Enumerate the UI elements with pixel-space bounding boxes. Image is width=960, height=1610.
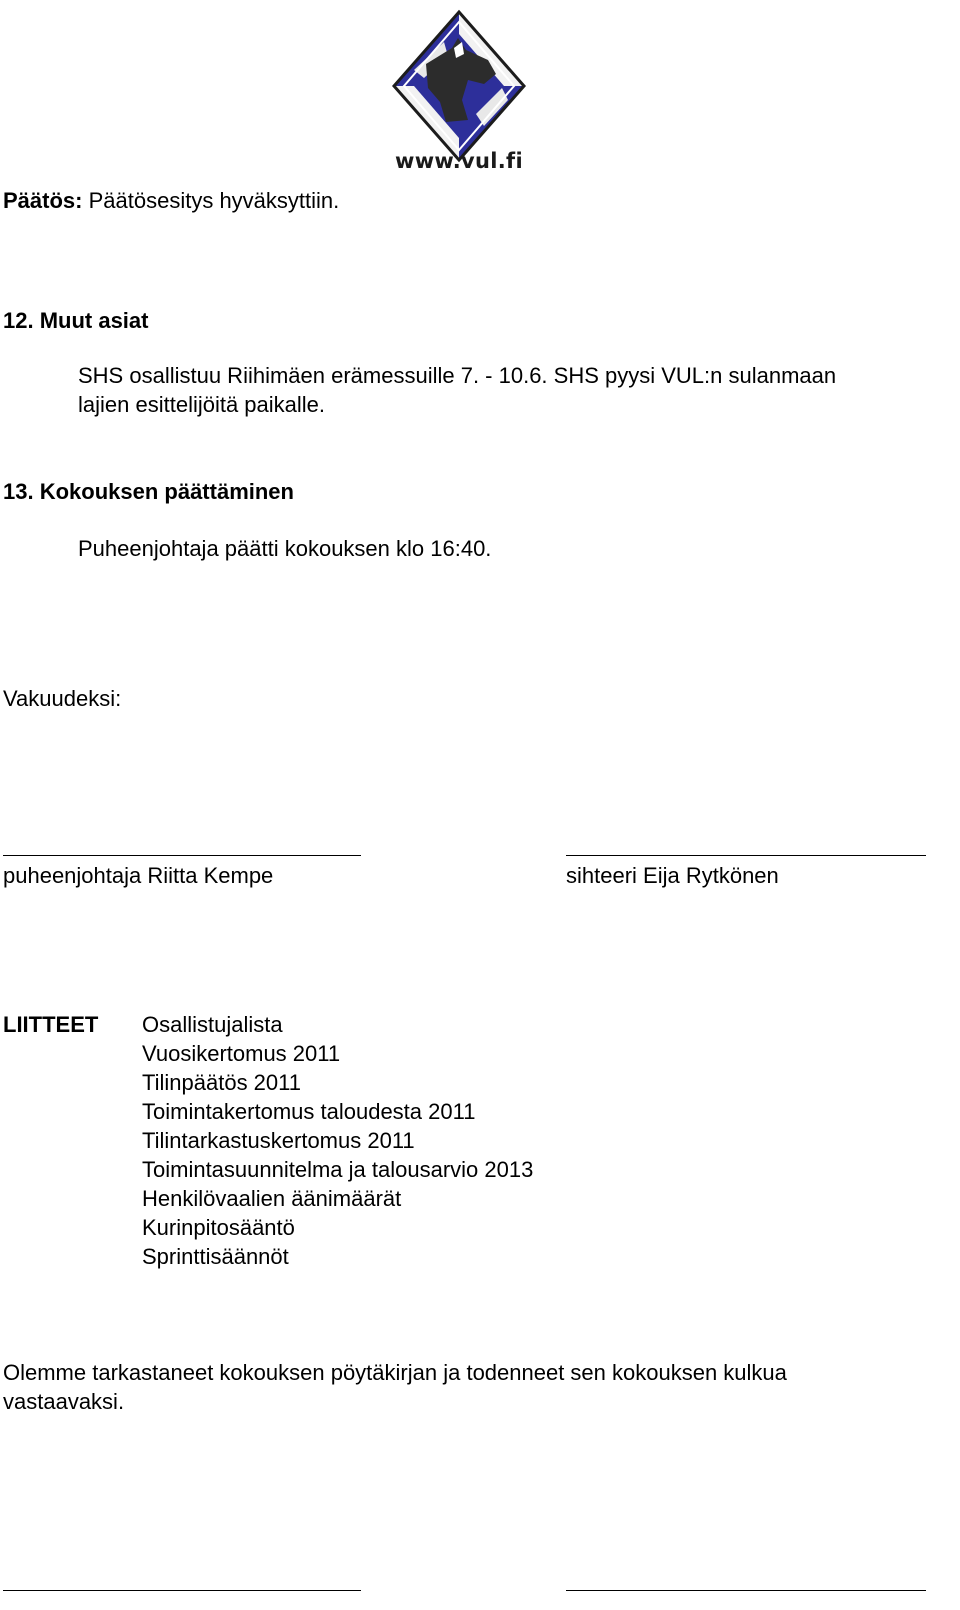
- attachments-label: LIITTEET: [3, 1012, 99, 1037]
- attachment-item: Tilintarkastuskertomus 2011: [142, 1128, 415, 1153]
- section-12-heading: 12. Muut asiat: [3, 308, 149, 333]
- attachment-item: Toimintakertomus taloudesta 2011: [142, 1099, 476, 1124]
- section-12-line-2: lajien esittelijöitä paikalle.: [78, 392, 326, 417]
- section-13-text: Puheenjohtaja päätti kokouksen klo 16:40.: [78, 536, 492, 561]
- attachment-item: Henkilövaalien äänimäärät: [142, 1186, 402, 1211]
- attachment-item: Vuosikertomus 2011: [142, 1041, 341, 1066]
- decision-text: Päätösesitys hyväksyttiin.: [88, 188, 340, 213]
- signature-line-right: [566, 855, 926, 856]
- attachment-item: Toimintasuunnitelma ja talousarvio 2013: [142, 1157, 534, 1182]
- review-line-2: vastaavaksi.: [3, 1389, 125, 1414]
- review-line-1: Olemme tarkastaneet kokouksen pöytäkirjan ja todenneet sen kokouksen kulkua: [3, 1360, 787, 1385]
- attachment-item: Kurinpitosääntö: [142, 1215, 295, 1240]
- attachment-item: Tilinpäätös 2011: [142, 1070, 301, 1095]
- logo-url-text: www.vul.fi: [395, 149, 523, 173]
- bottom-signature-line-right: [566, 1590, 926, 1591]
- attachment-item: Sprinttisäännöt: [142, 1244, 289, 1269]
- decision-label: Päätös:: [3, 188, 83, 213]
- signature-right-name: sihteeri Eija Rytkönen: [566, 863, 779, 888]
- decision-line: [3, 186, 339, 215]
- attachments-list: [142, 1010, 533, 1271]
- certification-label: Vakuudeksi:: [3, 686, 122, 711]
- section-12-line-1: SHS osallistuu Riihimäen erämessuille 7. - 10.6. SHS pyysi VUL:n sulanmaan: [78, 363, 837, 388]
- attachment-item: Osallistujalista: [142, 1012, 283, 1037]
- signature-line-left: [3, 855, 361, 856]
- section-13-heading: 13. Kokouksen päättäminen: [3, 479, 294, 504]
- signature-left-name: puheenjohtaja Riitta Kempe: [3, 863, 274, 888]
- vul-logo: [384, 4, 534, 190]
- bottom-signature-line-left: [3, 1590, 361, 1591]
